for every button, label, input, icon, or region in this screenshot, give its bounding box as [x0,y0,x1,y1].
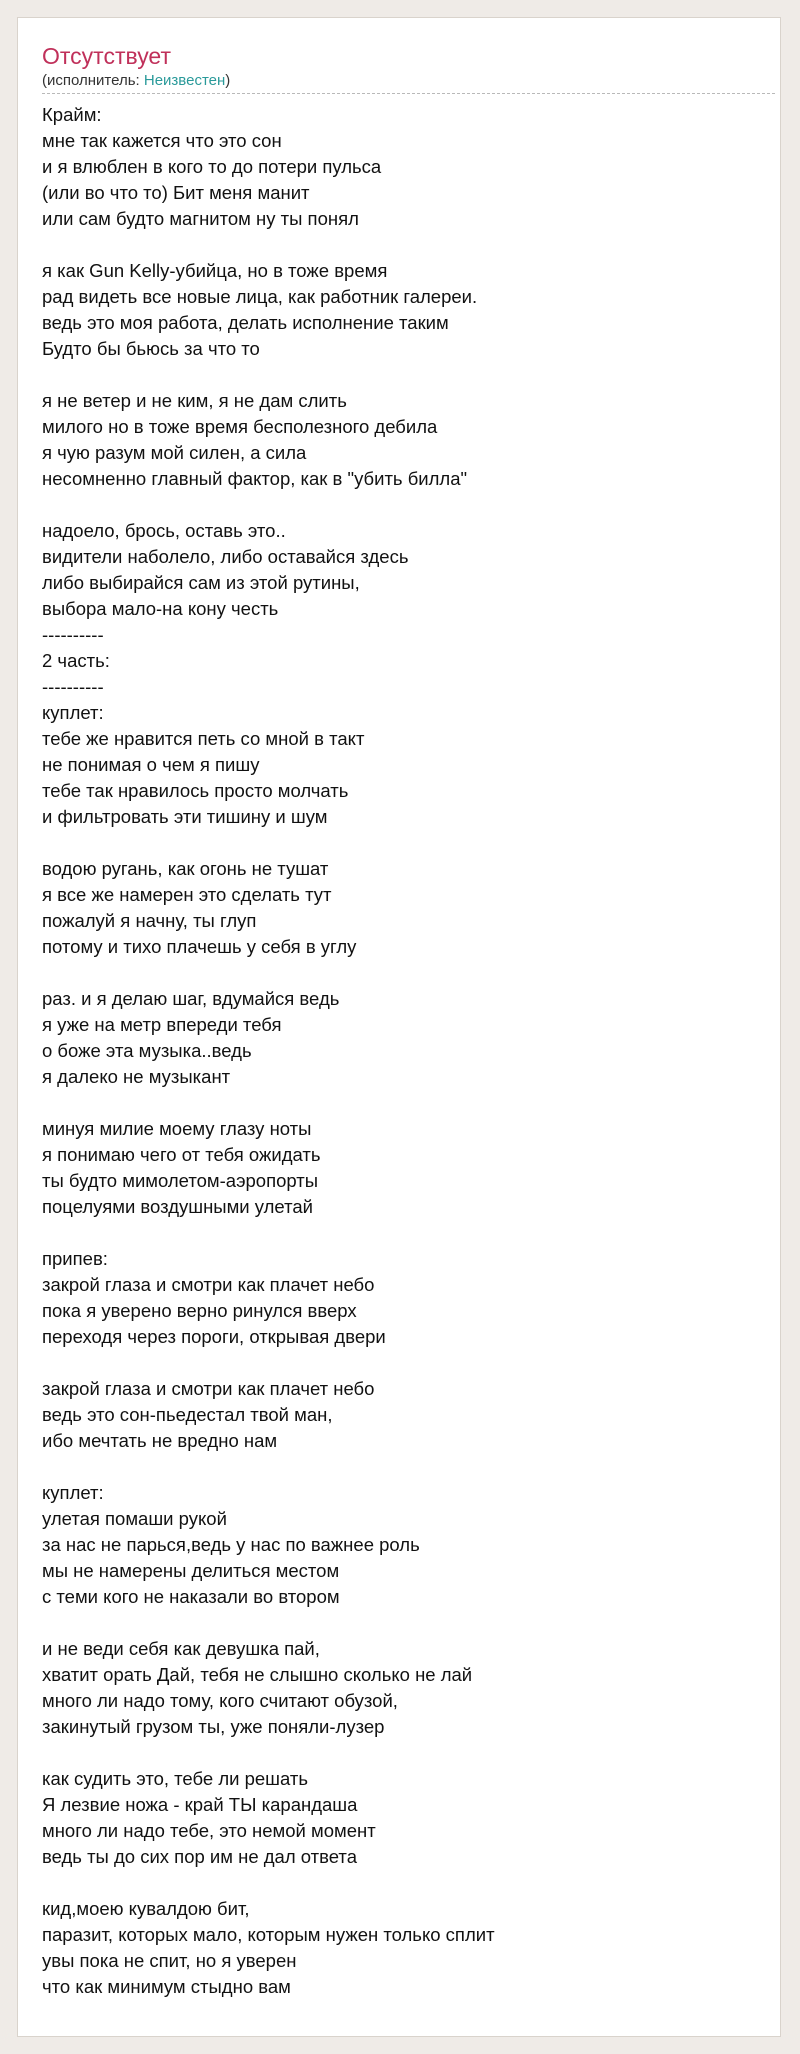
lyrics-text [42,102,772,2000]
lyrics-line: как судить это, тебе ли решать [42,1768,309,1789]
lyrics-line: тебе же нравится петь со мной в такт [42,728,365,749]
lyrics-line: видители наболело, либо оставайся здесь [42,546,409,567]
lyrics-line: ведь это моя работа, делать исполнение таким [42,312,449,333]
lyrics-line: закрой глаза и смотри как плачет небо [42,1274,375,1295]
lyrics-line: мы не намерены делиться местом [42,1560,340,1581]
byline-prefix: (исполнитель: [42,72,144,89]
lyrics-line: куплет: [42,702,104,723]
lyrics-line: много ли надо тому, кого считают обузой, [42,1690,398,1711]
lyrics-line: паразит, которых мало, которым нужен только сплит [42,1924,495,1945]
lyrics-line: куплет: [42,1482,104,1503]
lyrics-line: закинутый грузом ты, уже поняли-лузер [42,1716,385,1737]
lyrics-line: много ли надо тебе, это немой момент [42,1820,376,1841]
lyrics-line: тебе так нравилось просто молчать [42,780,349,801]
lyrics-blank-line [42,1454,772,1480]
artist-link[interactable]: Неизвестен [143,72,226,89]
lyrics-line: и я влюблен в кого то до потери пульса [42,156,382,177]
lyrics-line: за нас не парься,ведь у нас по важнее роль [42,1534,420,1555]
lyrics-line: я далеко не музыкант [42,1066,231,1087]
lyrics-line: закрой глаза и смотри как плачет небо [42,1378,375,1399]
lyrics-blank-line [42,1740,772,1766]
lyrics-line: 2 часть: [42,650,110,671]
lyrics-line: пока я уверено верно ринулся вверх [42,1300,357,1321]
lyrics-line: Крайм: [42,104,102,125]
lyrics-line: надоело, брось, оставь это.. [42,520,286,541]
lyrics-line: или сам будто магнитом ну ты понял [42,208,359,229]
lyrics-line: милого но в тоже время бесполезного дебила [42,416,438,437]
lyrics-line: и не веди себя как девушка пай, [42,1638,320,1659]
lyrics-blank-line [42,1870,772,1896]
lyrics-blank-line [42,1090,772,1116]
artist-byline [42,72,230,90]
lyrics-line: ---------- [42,676,104,697]
lyrics-line: пожалуй я начну, ты глуп [42,910,257,931]
lyrics-line: хватит орать Дай, тебя не слышно сколько не лай [42,1664,473,1685]
lyrics-line: (или во что то) Бит меня манит [42,182,310,203]
lyrics-line: мне так кажется что это сон [42,130,282,151]
lyrics-line: кид,моею кувалдою бит, [42,1898,250,1919]
lyrics-line: поцелуями воздушными улетай [42,1196,313,1217]
lyrics-blank-line [42,830,772,856]
lyrics-line: ведь ты до сих пор им не дал ответа [42,1846,357,1867]
lyrics-blank-line [42,492,772,518]
lyrics-blank-line [42,960,772,986]
lyrics-line: либо выбирайся сам из этой рутины, [42,572,360,593]
title-divider [42,93,775,94]
lyrics-blank-line [42,1220,772,1246]
lyrics-line: я уже на метр впереди тебя [42,1014,282,1035]
lyrics-line: я не ветер и не ким, я не дам слить [42,390,347,411]
lyrics-line: переходя через пороги, открывая двери [42,1326,386,1347]
lyrics-line: минуя милие моему глазу ноты [42,1118,312,1139]
lyrics-line: не понимая о чем я пишу [42,754,260,775]
lyrics-line: ---------- [42,624,104,645]
lyrics-line: раз. и я делаю шаг, вдумайся ведь [42,988,340,1009]
lyrics-line: Будто бы бьюсь за что то [42,338,260,359]
song-title: Отсутствует [42,43,171,69]
lyrics-line: я все же намерен это сделать тут [42,884,332,905]
lyrics-blank-line [42,1610,772,1636]
lyrics-line: ибо мечтать не вредно нам [42,1430,278,1451]
byline-suffix: ) [225,72,231,89]
lyrics-line: и фильтровать эти тишину и шум [42,806,328,827]
lyrics-line: увы пока не спит, но я уверен [42,1950,297,1971]
lyrics-line: улетая помаши рукой [42,1508,227,1529]
lyrics-line: о боже эта музыка..ведь [42,1040,252,1061]
lyrics-line: несомненно главный фактор, как в "убить билла" [42,468,468,489]
lyrics-line: я как Gun Kelly-убийца, но в тоже время [42,260,388,281]
lyrics-line: припев: [42,1248,108,1269]
lyrics-line: с теми кого не наказали во втором [42,1586,340,1607]
lyrics-card [17,17,781,2037]
lyrics-blank-line [42,232,772,258]
lyrics-line: я понимаю чего от тебя ожидать [42,1144,321,1165]
lyrics-line: что как минимум стыдно вам [42,1976,291,1997]
lyrics-line: ты будто мимолетом-аэропорты [42,1170,319,1191]
lyrics-blank-line [42,362,772,388]
lyrics-line: потому и тихо плачешь у себя в углу [42,936,357,957]
lyrics-blank-line [42,1350,772,1376]
lyrics-line: я чую разум мой силен, а сила [42,442,307,463]
lyrics-line: водою ругань, как огонь не тушат [42,858,329,879]
lyrics-line: рад видеть все новые лица, как работник галереи. [42,286,478,307]
lyrics-line: Я лезвие ножа - край ТЫ карандаша [42,1794,358,1815]
lyrics-line: ведь это сон-пьедестал твой ман, [42,1404,333,1425]
lyrics-line: выбора мало-на кону честь [42,598,279,619]
